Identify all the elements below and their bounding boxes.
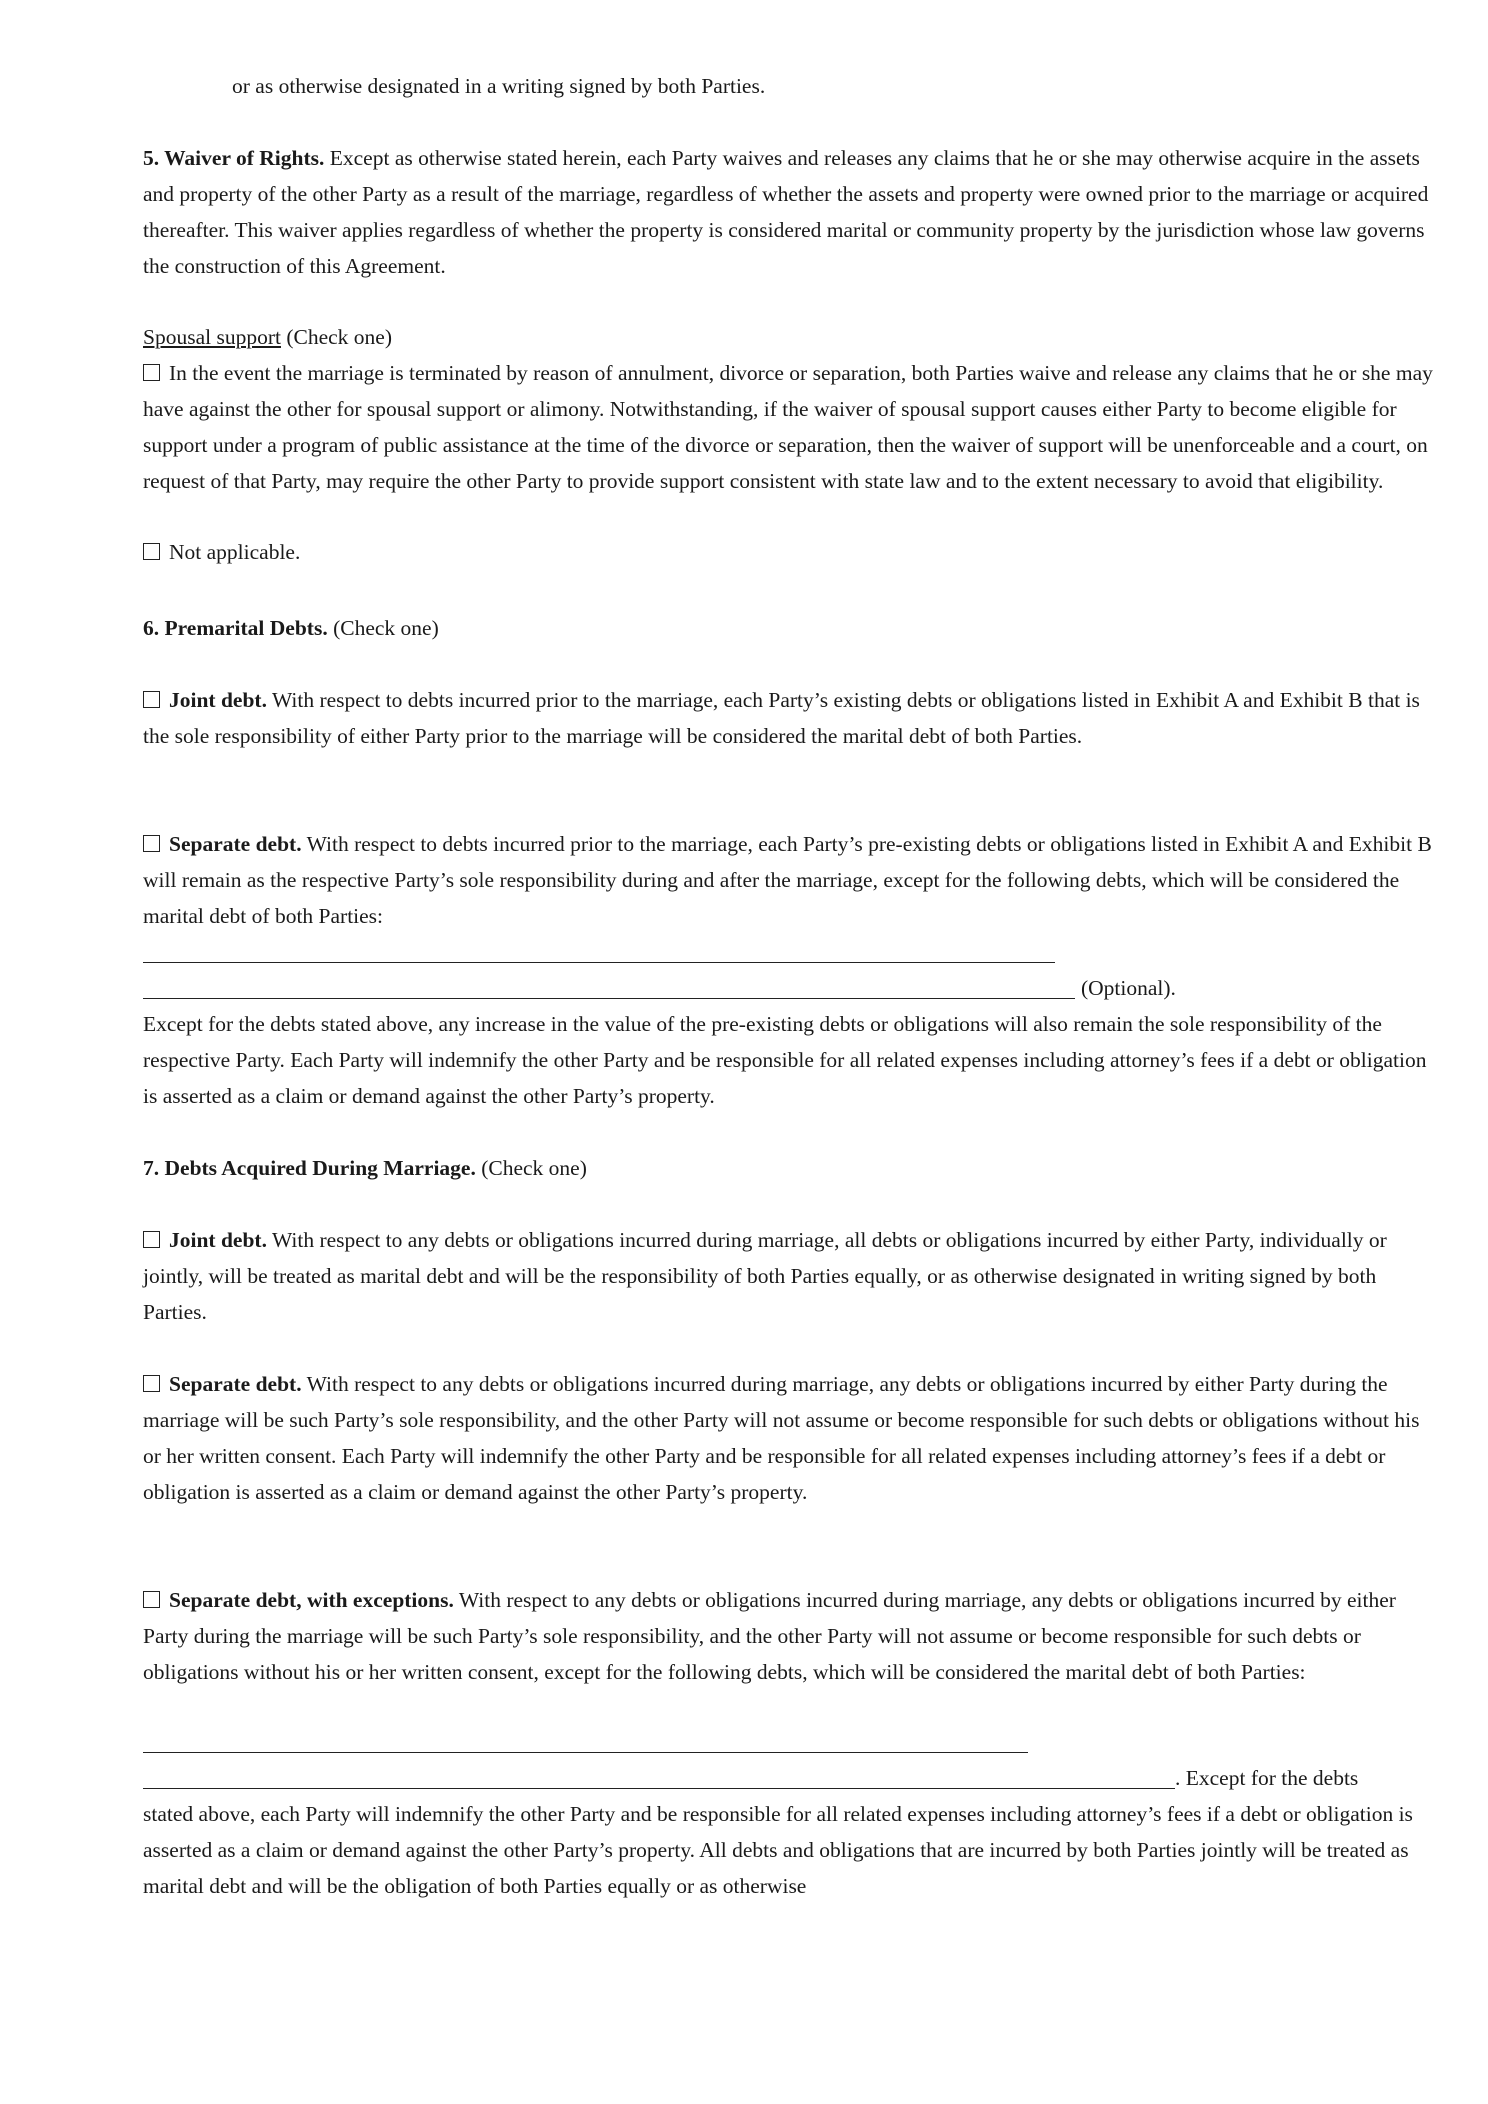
s7-separate-body: With respect to any debts or obligations incurred during marriage, any debts or obligations incurred by either Party during the marriage will be such Party’s sole responsibility, and the other Party will not assume or become responsible for such debts or obligations without his or her written consent. Each Party will indemnify the other Party and be responsible for all related expenses including attorney’s fees if a debt or obligation is asserted as a claim or demand against the other Party’s property. [143, 1372, 1420, 1504]
section-5-heading: 5. Waiver of Rights. [143, 146, 325, 170]
checkbox-s7-exceptions[interactable] [143, 1591, 160, 1608]
s6-after-paragraph: Except for the debts stated above, any increase in the value of the pre-existing debts or obligations will also remain the sole responsibility of the respective Party. Each Party will indemnify the other Party and be responsible for all related expenses including attorney’s fees if a debt or obligation is asserted as a claim or demand against the other Party’s property. [143, 1012, 1427, 1108]
checkbox-s7-joint[interactable] [143, 1231, 160, 1248]
s6-fill-line-2[interactable] [143, 998, 1075, 999]
s6-separate-label: Separate debt. [169, 832, 302, 856]
s7-joint-label: Joint debt. [169, 1228, 267, 1252]
spousal-support-label: Spousal support [143, 325, 281, 349]
spousal-option-na-text: Not applicable. [169, 540, 301, 564]
s7-fill-line-2[interactable] [143, 1788, 1175, 1789]
s6-joint-body: With respect to debts incurred prior to the marriage, each Party’s existing debts or obligations listed in Exhibit A and Exhibit B that is the sole responsibility of either Party prior to the marriage will be considered the marital debt of both Parties. [143, 688, 1420, 748]
s6-optional-label: (Optional). [1081, 976, 1176, 1000]
s7-fill-line-1[interactable] [143, 1752, 1028, 1753]
s6-joint-option [143, 682, 1435, 754]
spousal-option-waive [143, 355, 1435, 499]
spousal-support-label-line [143, 319, 1435, 355]
checkbox-spousal-waive[interactable] [143, 364, 160, 381]
s7-exceptions-label: Separate debt, with exceptions. [169, 1588, 454, 1612]
s7-tail-text: . Except for the debts [1175, 1766, 1359, 1790]
s7-joint-body: With respect to any debts or obligations incurred during marriage, all debts or obligations incurred by either Party, individually or jointly, will be treated as marital debt and will be the responsibility of both Parties equally, or as otherwise designated in writing signed by both Parties. [143, 1228, 1387, 1324]
section-7-note: (Check one) [475, 1156, 587, 1180]
section-7-heading-line [143, 1150, 1435, 1186]
s6-fill-line-1[interactable] [143, 962, 1055, 963]
s6-joint-label: Joint debt. [169, 688, 267, 712]
section-5-paragraph [143, 140, 1435, 284]
s7-exceptions-body: With respect to any debts or obligations incurred during marriage, any debts or obligations incurred by either Party during the marriage will be such Party’s sole responsibility, and the other Party will not assume or become responsible for such debts or obligations without his or her written consent, except for the following debts, which will be considered the marital debt of both Parties: [143, 1588, 1396, 1684]
checkbox-s6-separate[interactable] [143, 835, 160, 852]
section-6-heading: 6. Premarital Debts. [143, 616, 328, 640]
checkbox-s7-separate[interactable] [143, 1375, 160, 1392]
s7-exceptions-option [143, 1582, 1435, 1690]
section-7-heading: 7. Debts Acquired During Marriage. [143, 1156, 476, 1180]
s7-separate-option [143, 1366, 1435, 1510]
spousal-support-note: (Check one) [280, 325, 393, 349]
s7-after-paragraph: stated above, each Party will indemnify the other Party and be responsible for all related expenses including attorney’s fees if a debt or obligation is asserted as a claim or demand against the other Party’s property. All debts and obligations that are incurred by both Parties jointly will be treated as marital debt and will be the obligation of both Parties equally or as otherwise [143, 1802, 1413, 1898]
s7-separate-label: Separate debt. [169, 1372, 302, 1396]
spousal-option-na [143, 534, 1435, 570]
s6-separate-body: With respect to debts incurred prior to the marriage, each Party’s pre-existing debts or obligations listed in Exhibit A and Exhibit B will remain as the respective Party’s sole responsibility during and after the marriage, except for the following debts, which will be considered the marital debt of both Parties: [143, 832, 1432, 928]
section-5-body: Except as otherwise stated herein, each Party waives and releases any claims that he or she may otherwise acquire in the assets and property of the other Party as a result of the marriage, regardless of whether the assets and property were owned prior to the marriage or acquired thereafter. This waiver applies regardless of whether the property is considered marital or community property by the jurisdiction whose law governs the construction of this Agreement. [143, 146, 1429, 278]
spousal-option-waive-text: In the event the marriage is terminated by reason of annulment, divorce or separation, both Parties waive and release any claims that he or she may have against the other for spousal support or alimony. Notwithstanding, if the waiver of spousal support causes either Party to become eligible for support under a program of public assistance at the time of the divorce or separation, then the waiver of support will be unenforceable and a court, on request of that Party, may require the other Party to provide support consistent with state law and to the extent necessary to avoid that eligibility. [143, 361, 1433, 493]
carryover-text: or as otherwise designated in a writing signed by both Parties. [232, 74, 766, 98]
s7-joint-option [143, 1222, 1435, 1330]
s6-separate-option [143, 826, 1435, 934]
checkbox-s6-joint[interactable] [143, 691, 160, 708]
checkbox-spousal-na[interactable] [143, 543, 160, 560]
section-6-heading-line [143, 610, 1435, 646]
section-6-note: (Check one) [327, 616, 439, 640]
